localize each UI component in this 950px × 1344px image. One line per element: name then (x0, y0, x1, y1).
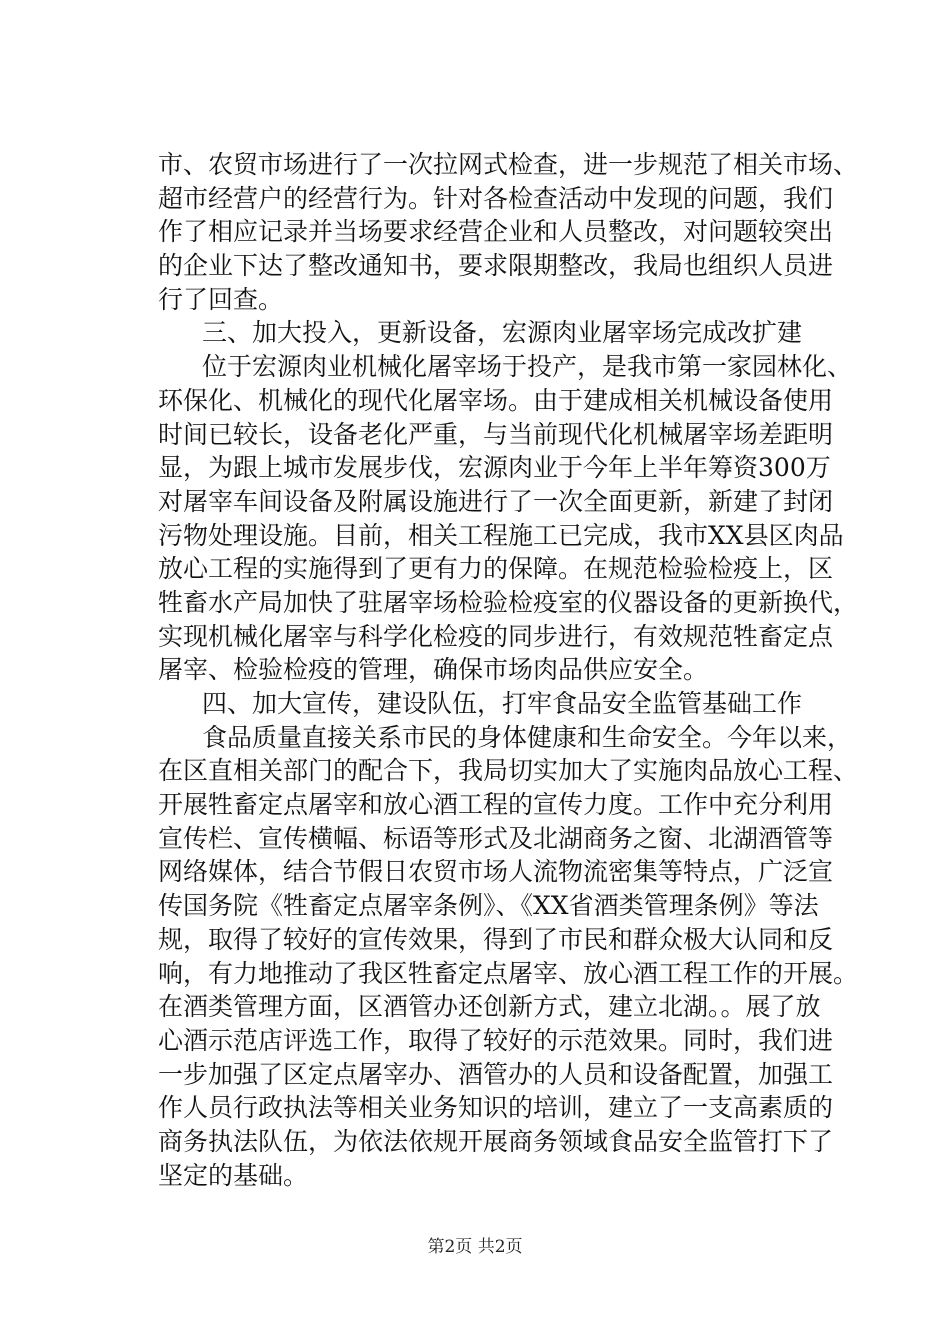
text-line: 显，为跟上城市发展步伐，宏源肉业于今年上半年筹资300万 (158, 453, 831, 483)
text-line: 网络媒体，结合节假日农贸市场人流物流密集等特点，广泛宣 (158, 857, 834, 887)
text-line: 放心工程的实施得到了更有力的保障。在规范检验检疫上，区 (158, 554, 834, 584)
text-line: 开展牲畜定点屠宰和放心酒工程的宣传力度。工作中充分利用 (158, 790, 834, 820)
text-line: 规，取得了较好的宣传效果，得到了市民和群众极大认同和反 (158, 924, 834, 954)
text-line: 市、农贸市场进行了一次拉网式检查，进一步规范了相关市场、 (158, 150, 858, 179)
text-line: 一步加强了区定点屠宰办、酒管办的人员和设备配置，加强工 (158, 1059, 834, 1089)
text-line: 在区直相关部门的配合下，我局切实加大了实施肉品放心工程、 (158, 756, 858, 786)
text-line: 作了相应记录并当场要求经营企业和人员整改，对问题较突出 (158, 217, 834, 247)
text-line: 的企业下达了整改通知书，要求限期整改，我局也组织人员进 (158, 251, 834, 281)
text-line: 宣传栏、宣传横幅、标语等形式及北湖商务之窗、北湖酒管等 (158, 823, 834, 853)
text-line: 响，有力地推动了我区牲畜定点屠宰、放心酒工程工作的开展。 (158, 958, 858, 988)
text-line: 位于宏源肉业机械化屠宰场于投产，是我市第一家园林化、 (202, 352, 853, 382)
page-footer: 第2页 共2页 (427, 1237, 523, 1257)
text-line: 对屠宰车间设备及附属设施进行了一次全面更新，新建了封闭 (158, 486, 834, 516)
text-line: 坚定的基础。 (158, 1160, 309, 1190)
text-line: 超市经营户的经营行为。针对各检查活动中发现的问题，我们 (158, 183, 834, 213)
document-body (158, 148, 858, 1192)
text-line: 传国务院《牲畜定点屠宰条例》、《XX省酒类管理条例》等法 (158, 891, 819, 921)
text-line: 四、加大宣传，建设队伍，打牢食品安全监管基础工作 (202, 689, 803, 718)
text-line: 食品质量直接关系市民的身体健康和生命安全。今年以来， (202, 722, 853, 752)
text-line: 屠宰、检验检疫的管理，确保市场肉品供应安全。 (158, 655, 709, 685)
text-line: 心酒示范店评选工作，取得了较好的示范效果。同时，我们进 (158, 1025, 834, 1055)
text-line: 环保化、机械化的现代化屠宰场。由于建成相关机械设备使用 (158, 385, 834, 415)
text-line: 三、加大投入，更新设备，宏源肉业屠宰场完成改扩建 (202, 318, 803, 348)
text-line: 牲畜水产局加快了驻屠宰场检验检疫室的仪器设备的更新换代， (158, 587, 858, 617)
text-line: 商务执法队伍，为依法依规开展商务领域食品安全监管打下了 (158, 1126, 834, 1156)
text-line: 在酒类管理方面，区酒管办还创新方式，建立北湖。。展了放 (158, 992, 821, 1022)
text-line: 时间已较长，设备老化严重，与当前现代化机械屠宰场差距明 (158, 419, 834, 449)
text-line: 作人员行政执法等相关业务知识的培训，建立了一支高素质的 (158, 1093, 834, 1123)
text-line: 实现机械化屠宰与科学化检疫的同步进行，有效规范牲畜定点 (158, 621, 834, 651)
text-line: 行了回查。 (158, 284, 284, 314)
text-line: 污物处理设施。目前，相关工程施工已完成，我市XX县区肉品 (158, 520, 844, 550)
